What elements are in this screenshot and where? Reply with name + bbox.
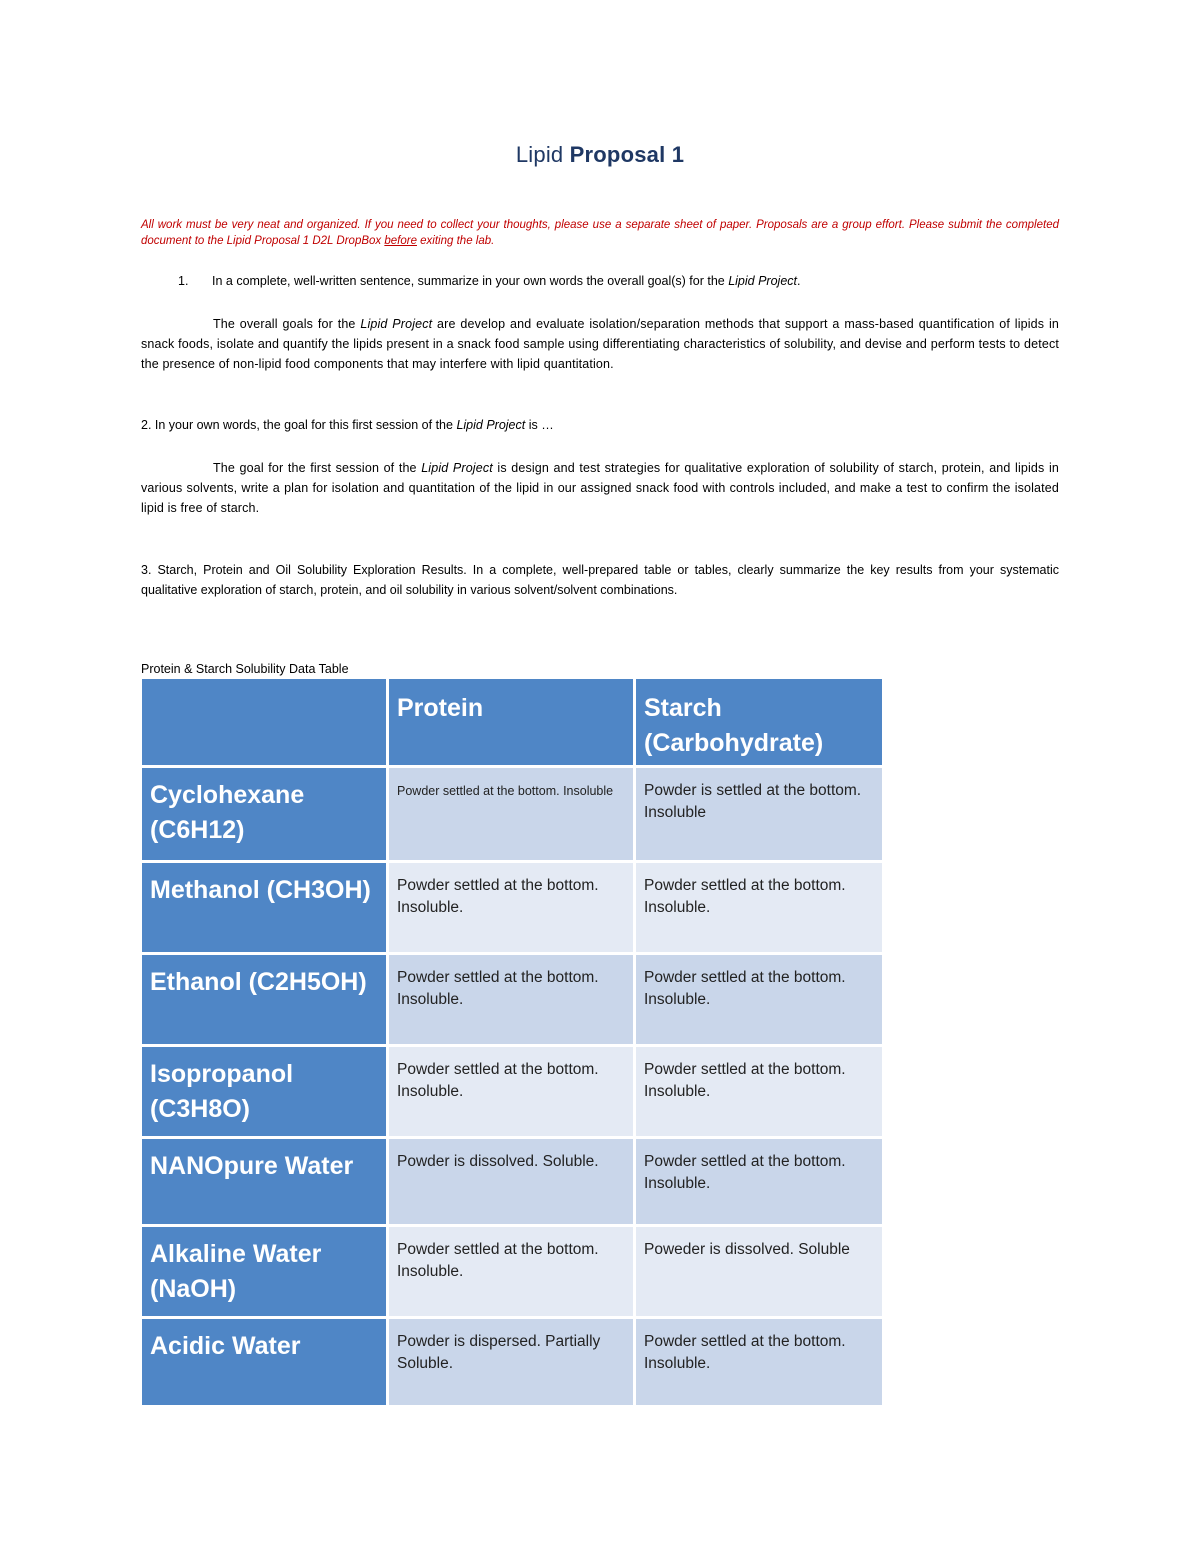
question-3: 3. Starch, Protein and Oil Solubility Exploration Results. In a complete, well-prepared table or tables, clearly summarize the key results from your systematic qualitative exploration of starch, protein, and oil solubility in various solvent/solvent combinations. bbox=[141, 563, 1059, 597]
starch-cell: Powder settled at the bottom. Insoluble. bbox=[636, 1319, 882, 1405]
solvent-cell: Cyclohexane (C6H12) bbox=[142, 768, 386, 860]
solvent-cell: Acidic Water bbox=[142, 1319, 386, 1405]
protein-cell: Powder settled at the bottom. Insoluble. bbox=[389, 1047, 633, 1136]
table-header-row bbox=[142, 679, 882, 765]
starch-cell: Powder settled at the bottom. Insoluble. bbox=[636, 863, 882, 952]
starch-cell: Powder is settled at the bottom. Insoluble bbox=[636, 768, 882, 860]
table-row bbox=[142, 863, 882, 952]
table-caption: Protein & Starch Solubility Data Table bbox=[141, 662, 349, 676]
starch-cell: Powder settled at the bottom. Insoluble. bbox=[636, 1047, 882, 1136]
solvent-cell: Alkaline Water (NaOH) bbox=[142, 1227, 386, 1316]
solvent-cell: NANOpure Water bbox=[142, 1139, 386, 1224]
solvent-cell: Isopropanol (C3H8O) bbox=[142, 1047, 386, 1136]
question-1-number: 1. bbox=[178, 274, 189, 288]
answer-1: The overall goals for the Lipid Project are develop and evaluate isolation/separation methods that support a mass-based quantification of lipids in snack foods, isolate and quantify the lipids present in a snack food sample using differentiating characteristics of solubility, and devise and perform tests to detect the presence of non-lipid food components that may interfere with lipid quantitation. bbox=[141, 317, 1059, 371]
instructions bbox=[141, 217, 1059, 249]
starch-cell: Powder settled at the bottom. Insoluble. bbox=[636, 955, 882, 1044]
solvent-cell: Ethanol (C2H5OH) bbox=[142, 955, 386, 1044]
instructions-text: All work must be very neat and organized. If you need to collect your thoughts, please use a separate sheet of paper. Proposals are a group effort. Please submit the completed document to the Lipid Proposal 1 D2L DropBox bbox=[141, 219, 1059, 247]
solvent-cell: Methanol (CH3OH) bbox=[142, 863, 386, 952]
protein-cell: Powder is dissolved. Soluble. bbox=[389, 1139, 633, 1224]
protein-cell: Powder settled at the bottom. Insoluble bbox=[389, 768, 633, 860]
title-light: Lipid bbox=[515, 142, 570, 167]
protein-cell: Powder settled at the bottom. Insoluble. bbox=[389, 863, 633, 952]
starch-cell: Powder settled at the bottom. Insoluble. bbox=[636, 1139, 882, 1224]
table-row bbox=[142, 1139, 882, 1224]
header-protein: Protein bbox=[389, 679, 633, 765]
question-2: 2. In your own words, the goal for this first session of the Lipid Project is … bbox=[141, 418, 554, 432]
header-starch: Starch (Carbohydrate) bbox=[636, 679, 882, 765]
table-row bbox=[142, 1319, 882, 1405]
protein-cell: Powder is dispersed. Partially Soluble. bbox=[389, 1319, 633, 1405]
protein-cell: Powder settled at the bottom. Insoluble. bbox=[389, 1227, 633, 1316]
table-row bbox=[142, 768, 882, 860]
solubility-table bbox=[139, 676, 885, 1408]
table-row bbox=[142, 1047, 882, 1136]
header-empty bbox=[142, 679, 386, 765]
instructions-end: exiting the lab. bbox=[416, 235, 495, 247]
starch-cell: Poweder is dissolved. Soluble bbox=[636, 1227, 882, 1316]
table-row bbox=[142, 955, 882, 1044]
title-bold: Proposal 1 bbox=[569, 142, 685, 167]
page-title bbox=[0, 142, 1200, 168]
protein-cell: Powder settled at the bottom. Insoluble. bbox=[389, 955, 633, 1044]
answer-2: The goal for the first session of the Lipid Project is design and test strategies for qualitative exploration of solubility of starch, protein, and lipids in various solvents, write a plan for isolation and quantitation of the lipid in our assigned snack food with controls included, and make a test to confirm the isolated lipid is free of starch. bbox=[141, 461, 1059, 515]
table-row bbox=[142, 1227, 882, 1316]
question-1-text: In a complete, well-written sentence, summarize in your own words the overall goal(s) for the Lipid Project. bbox=[212, 274, 801, 288]
instructions-underlined: before bbox=[384, 235, 417, 247]
